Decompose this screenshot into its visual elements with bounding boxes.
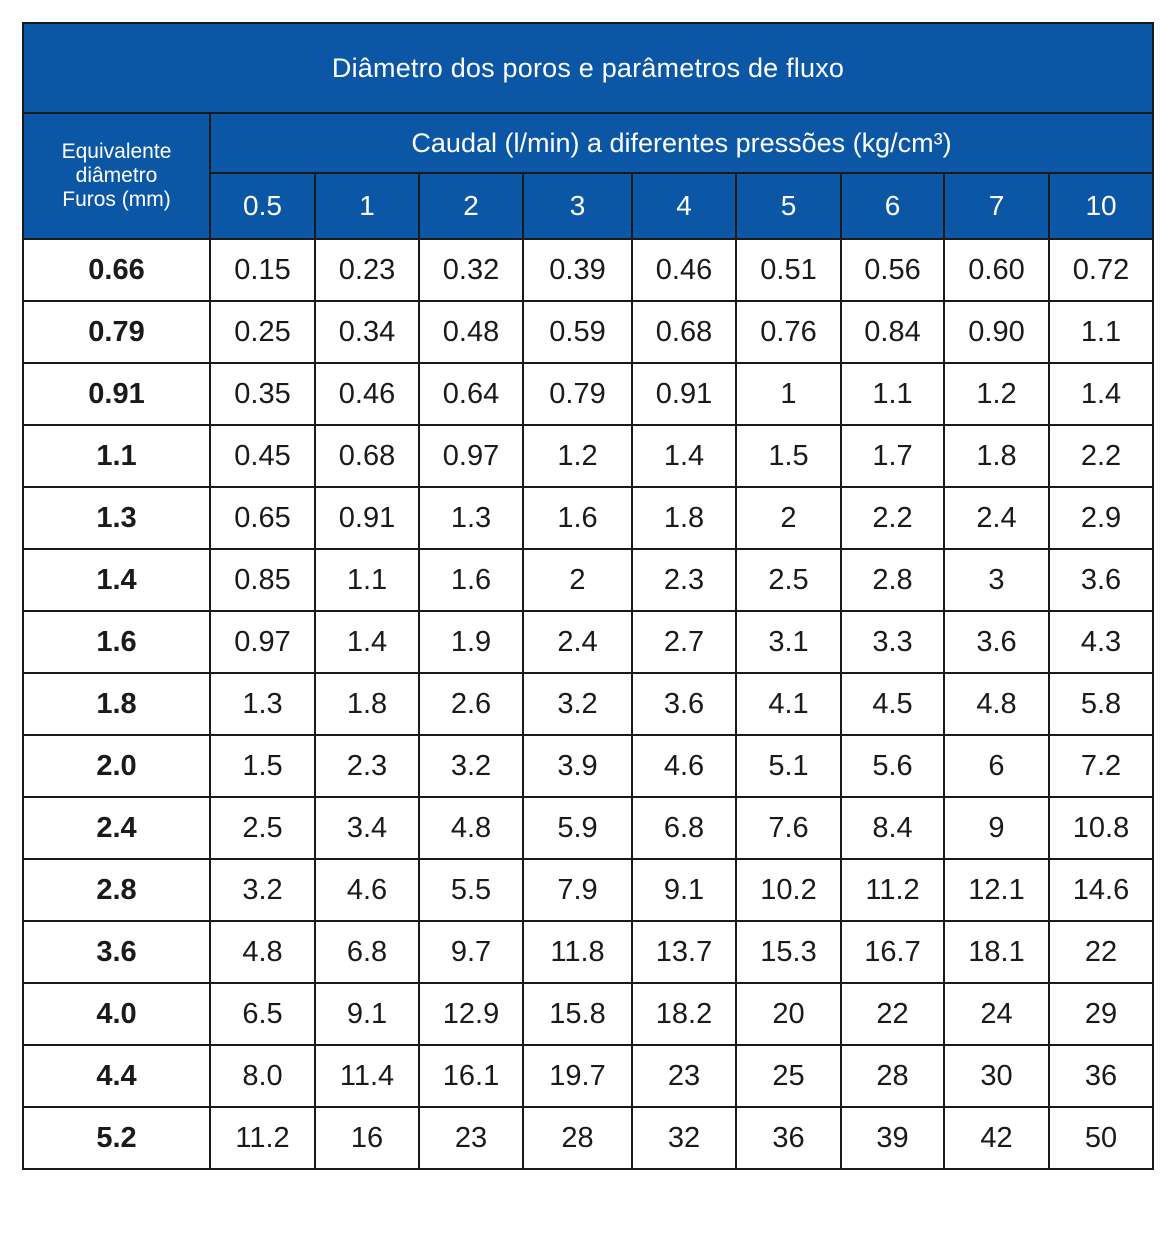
flow-value-cell: 6.8 bbox=[632, 797, 736, 859]
flow-value-cell: 1.1 bbox=[841, 363, 944, 425]
flow-value-cell: 29 bbox=[1049, 983, 1153, 1045]
flow-value-cell: 0.79 bbox=[523, 363, 632, 425]
flow-value-cell: 1.5 bbox=[736, 425, 841, 487]
flow-value-cell: 5.5 bbox=[419, 859, 523, 921]
table-row bbox=[23, 611, 1153, 673]
flow-value-cell: 0.60 bbox=[944, 239, 1049, 301]
column-group-header: Caudal (l/min) a diferentes pressões (kg/cm³) bbox=[210, 113, 1153, 173]
flow-value-cell: 12.1 bbox=[944, 859, 1049, 921]
row-header-diameter bbox=[23, 113, 210, 239]
flow-value-cell: 11.4 bbox=[315, 1045, 419, 1107]
table-row bbox=[23, 673, 1153, 735]
flow-value-cell: 2.2 bbox=[841, 487, 944, 549]
table-row bbox=[23, 735, 1153, 797]
flow-value-cell: 0.45 bbox=[210, 425, 315, 487]
flow-value-cell: 5.6 bbox=[841, 735, 944, 797]
flow-value-cell: 11.8 bbox=[523, 921, 632, 983]
flow-value-cell: 4.5 bbox=[841, 673, 944, 735]
pressure-header-cell: 10 bbox=[1049, 173, 1153, 239]
flow-value-cell: 6 bbox=[944, 735, 1049, 797]
flow-value-cell: 0.15 bbox=[210, 239, 315, 301]
flow-value-cell: 1.4 bbox=[315, 611, 419, 673]
flow-value-cell: 1.6 bbox=[419, 549, 523, 611]
flow-value-cell: 23 bbox=[419, 1107, 523, 1169]
flow-value-cell: 7.2 bbox=[1049, 735, 1153, 797]
flow-value-cell: 3.2 bbox=[419, 735, 523, 797]
diameter-cell: 5.2 bbox=[23, 1107, 210, 1169]
flow-value-cell: 4.6 bbox=[315, 859, 419, 921]
flow-value-cell: 10.2 bbox=[736, 859, 841, 921]
flow-value-cell: 0.91 bbox=[632, 363, 736, 425]
diameter-cell: 0.91 bbox=[23, 363, 210, 425]
flow-value-cell: 1.9 bbox=[419, 611, 523, 673]
flow-value-cell: 3.6 bbox=[632, 673, 736, 735]
table-row bbox=[23, 921, 1153, 983]
diameter-cell: 4.4 bbox=[23, 1045, 210, 1107]
flow-value-cell: 0.25 bbox=[210, 301, 315, 363]
flow-value-cell: 15.8 bbox=[523, 983, 632, 1045]
flow-value-cell: 2.3 bbox=[632, 549, 736, 611]
flow-value-cell: 50 bbox=[1049, 1107, 1153, 1169]
flow-value-cell: 42 bbox=[944, 1107, 1049, 1169]
flow-value-cell: 25 bbox=[736, 1045, 841, 1107]
flow-value-cell: 2.6 bbox=[419, 673, 523, 735]
flow-value-cell: 6.5 bbox=[210, 983, 315, 1045]
flow-value-cell: 28 bbox=[523, 1107, 632, 1169]
flow-value-cell: 16.1 bbox=[419, 1045, 523, 1107]
flow-value-cell: 0.68 bbox=[632, 301, 736, 363]
flow-value-cell: 0.65 bbox=[210, 487, 315, 549]
flow-value-cell: 0.64 bbox=[419, 363, 523, 425]
row-header-line: Furos (mm) bbox=[62, 188, 171, 211]
flow-value-cell: 1 bbox=[736, 363, 841, 425]
flow-value-cell: 8.0 bbox=[210, 1045, 315, 1107]
flow-value-cell: 32 bbox=[632, 1107, 736, 1169]
flow-value-cell: 20 bbox=[736, 983, 841, 1045]
flow-value-cell: 3.4 bbox=[315, 797, 419, 859]
flow-value-cell: 0.35 bbox=[210, 363, 315, 425]
flow-value-cell: 13.7 bbox=[632, 921, 736, 983]
flow-value-cell: 2.4 bbox=[944, 487, 1049, 549]
flow-value-cell: 23 bbox=[632, 1045, 736, 1107]
flow-value-cell: 15.3 bbox=[736, 921, 841, 983]
diameter-cell: 1.4 bbox=[23, 549, 210, 611]
flow-value-cell: 1.2 bbox=[523, 425, 632, 487]
flow-value-cell: 9 bbox=[944, 797, 1049, 859]
pressure-header-cell: 6 bbox=[841, 173, 944, 239]
flow-value-cell: 3 bbox=[944, 549, 1049, 611]
flow-value-cell: 28 bbox=[841, 1045, 944, 1107]
flow-value-cell: 22 bbox=[841, 983, 944, 1045]
flow-value-cell: 12.9 bbox=[419, 983, 523, 1045]
flow-value-cell: 4.6 bbox=[632, 735, 736, 797]
flow-value-cell: 2.8 bbox=[841, 549, 944, 611]
flow-value-cell: 3.6 bbox=[1049, 549, 1153, 611]
diameter-cell: 0.66 bbox=[23, 239, 210, 301]
table-row bbox=[23, 983, 1153, 1045]
flow-value-cell: 4.8 bbox=[944, 673, 1049, 735]
table-body bbox=[23, 239, 1153, 1169]
flow-value-cell: 5.9 bbox=[523, 797, 632, 859]
pressure-header-cell: 7 bbox=[944, 173, 1049, 239]
flow-value-cell: 1.1 bbox=[315, 549, 419, 611]
pressure-header-cell: 0.5 bbox=[210, 173, 315, 239]
flow-value-cell: 0.32 bbox=[419, 239, 523, 301]
flow-value-cell: 9.7 bbox=[419, 921, 523, 983]
diameter-cell: 1.1 bbox=[23, 425, 210, 487]
flow-value-cell: 0.51 bbox=[736, 239, 841, 301]
flow-value-cell: 1.7 bbox=[841, 425, 944, 487]
flow-value-cell: 1.5 bbox=[210, 735, 315, 797]
flow-value-cell: 19.7 bbox=[523, 1045, 632, 1107]
diameter-cell: 1.8 bbox=[23, 673, 210, 735]
flow-value-cell: 0.68 bbox=[315, 425, 419, 487]
flow-value-cell: 1.3 bbox=[210, 673, 315, 735]
flow-value-cell: 10.8 bbox=[1049, 797, 1153, 859]
flow-value-cell: 30 bbox=[944, 1045, 1049, 1107]
flow-value-cell: 0.90 bbox=[944, 301, 1049, 363]
flow-value-cell: 9.1 bbox=[315, 983, 419, 1045]
flow-value-cell: 0.39 bbox=[523, 239, 632, 301]
flow-value-cell: 9.1 bbox=[632, 859, 736, 921]
flow-value-cell: 0.46 bbox=[632, 239, 736, 301]
flow-value-cell: 2.7 bbox=[632, 611, 736, 673]
flow-value-cell: 4.8 bbox=[210, 921, 315, 983]
row-header-line: Equivalente bbox=[61, 140, 172, 163]
flow-value-cell: 0.85 bbox=[210, 549, 315, 611]
flow-value-cell: 0.56 bbox=[841, 239, 944, 301]
diameter-cell: 2.4 bbox=[23, 797, 210, 859]
flow-value-cell: 1.4 bbox=[1049, 363, 1153, 425]
flow-value-cell: 2.2 bbox=[1049, 425, 1153, 487]
table-row bbox=[23, 363, 1153, 425]
table-row bbox=[23, 487, 1153, 549]
flow-value-cell: 0.34 bbox=[315, 301, 419, 363]
flow-value-cell: 1.3 bbox=[419, 487, 523, 549]
flow-value-cell: 8.4 bbox=[841, 797, 944, 859]
table-row bbox=[23, 425, 1153, 487]
flow-value-cell: 3.3 bbox=[841, 611, 944, 673]
flow-value-cell: 7.6 bbox=[736, 797, 841, 859]
table-row bbox=[23, 797, 1153, 859]
table-row bbox=[23, 1045, 1153, 1107]
flow-value-cell: 18.2 bbox=[632, 983, 736, 1045]
flow-value-cell: 0.97 bbox=[210, 611, 315, 673]
flow-value-cell: 0.46 bbox=[315, 363, 419, 425]
flow-value-cell: 16 bbox=[315, 1107, 419, 1169]
flow-value-cell: 1.2 bbox=[944, 363, 1049, 425]
flow-value-cell: 4.8 bbox=[419, 797, 523, 859]
diameter-cell: 2.0 bbox=[23, 735, 210, 797]
table-row bbox=[23, 301, 1153, 363]
pressure-header-cell: 4 bbox=[632, 173, 736, 239]
flow-value-cell: 2 bbox=[523, 549, 632, 611]
flow-value-cell: 22 bbox=[1049, 921, 1153, 983]
flow-value-cell: 1.6 bbox=[523, 487, 632, 549]
pressure-header-cell: 1 bbox=[315, 173, 419, 239]
flow-value-cell: 5.1 bbox=[736, 735, 841, 797]
flow-value-cell: 2.4 bbox=[523, 611, 632, 673]
flow-value-cell: 14.6 bbox=[1049, 859, 1153, 921]
flow-value-cell: 4.3 bbox=[1049, 611, 1153, 673]
table-row bbox=[23, 859, 1153, 921]
flow-value-cell: 39 bbox=[841, 1107, 944, 1169]
flow-value-cell: 3.1 bbox=[736, 611, 841, 673]
flow-value-cell: 1.8 bbox=[632, 487, 736, 549]
flow-value-cell: 4.1 bbox=[736, 673, 841, 735]
pressure-header-cell: 5 bbox=[736, 173, 841, 239]
row-header-line: diâmetro bbox=[75, 164, 158, 187]
table-title: Diâmetro dos poros e parâmetros de fluxo bbox=[23, 23, 1153, 113]
flow-value-cell: 3.9 bbox=[523, 735, 632, 797]
diameter-cell: 1.6 bbox=[23, 611, 210, 673]
flow-value-cell: 3.2 bbox=[210, 859, 315, 921]
flow-value-cell: 5.8 bbox=[1049, 673, 1153, 735]
diameter-cell: 3.6 bbox=[23, 921, 210, 983]
flow-value-cell: 3.2 bbox=[523, 673, 632, 735]
flow-value-cell: 2.5 bbox=[736, 549, 841, 611]
flow-value-cell: 0.97 bbox=[419, 425, 523, 487]
flow-value-cell: 7.9 bbox=[523, 859, 632, 921]
flow-value-cell: 1.1 bbox=[1049, 301, 1153, 363]
flow-value-cell: 11.2 bbox=[210, 1107, 315, 1169]
flow-value-cell: 0.76 bbox=[736, 301, 841, 363]
flow-value-cell: 0.48 bbox=[419, 301, 523, 363]
flow-value-cell: 24 bbox=[944, 983, 1049, 1045]
flow-value-cell: 1.8 bbox=[944, 425, 1049, 487]
flow-value-cell: 0.91 bbox=[315, 487, 419, 549]
table-row bbox=[23, 549, 1153, 611]
flow-value-cell: 3.6 bbox=[944, 611, 1049, 673]
flow-value-cell: 36 bbox=[736, 1107, 841, 1169]
diameter-cell: 2.8 bbox=[23, 859, 210, 921]
flow-value-cell: 1.8 bbox=[315, 673, 419, 735]
flow-value-cell: 2 bbox=[736, 487, 841, 549]
diameter-cell: 4.0 bbox=[23, 983, 210, 1045]
flow-value-cell: 0.59 bbox=[523, 301, 632, 363]
pressure-header-cell: 3 bbox=[523, 173, 632, 239]
flow-value-cell: 11.2 bbox=[841, 859, 944, 921]
flow-value-cell: 2.5 bbox=[210, 797, 315, 859]
flow-value-cell: 0.72 bbox=[1049, 239, 1153, 301]
diameter-cell: 1.3 bbox=[23, 487, 210, 549]
flow-value-cell: 36 bbox=[1049, 1045, 1153, 1107]
flow-value-cell: 2.3 bbox=[315, 735, 419, 797]
flow-parameters-table bbox=[22, 22, 1154, 1170]
flow-value-cell: 0.84 bbox=[841, 301, 944, 363]
table-row bbox=[23, 1107, 1153, 1169]
flow-value-cell: 6.8 bbox=[315, 921, 419, 983]
flow-value-cell: 0.23 bbox=[315, 239, 419, 301]
table-row bbox=[23, 239, 1153, 301]
flow-value-cell: 16.7 bbox=[841, 921, 944, 983]
flow-value-cell: 1.4 bbox=[632, 425, 736, 487]
flow-value-cell: 18.1 bbox=[944, 921, 1049, 983]
pressure-header-cell: 2 bbox=[419, 173, 523, 239]
diameter-cell: 0.79 bbox=[23, 301, 210, 363]
flow-value-cell: 2.9 bbox=[1049, 487, 1153, 549]
